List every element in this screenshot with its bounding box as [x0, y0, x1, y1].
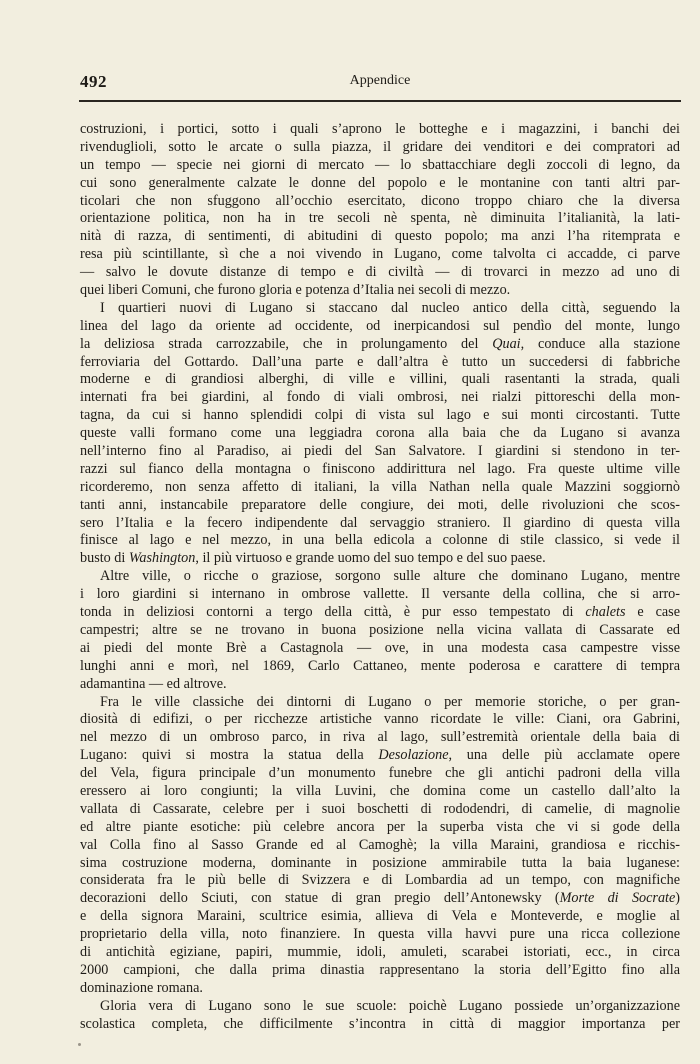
text-run: un tempo — specie nei giorni di mercato — lo sbattacchiare degli zoccoli di legno, da: [80, 156, 680, 173]
italic-term: chalets: [585, 604, 626, 621]
text-run: , conduce alla stazione: [520, 335, 680, 352]
text-run: costruzioni, i portici, sotto i quali s’aprono le botteghe e i magazzini, i banchi dei: [80, 121, 680, 137]
text-run: del Vela, figura principale d’un monumento funebre che gli antichi padroni della villa: [80, 765, 680, 782]
text-run: ticolari che non sfuggono all’occhio esercitato, dicono troppo chiaro che la diversa: [80, 192, 680, 209]
text-run: adamantina — ed altrove.: [80, 675, 227, 692]
text-line: [80, 139, 680, 157]
text-run: tagna, da cui si hanno splendidi colpi di vista sul lago e sui monti circostanti. Tutte: [80, 407, 680, 424]
text-line: [80, 479, 680, 497]
text-run: moderne e di grandiosi alberghi, di ville e villini, quali rasentanti la strada, quali: [80, 371, 680, 388]
text-line: [80, 336, 680, 354]
text-line: [80, 264, 680, 282]
text-run: , il più virtuoso e grande uomo del suo tempo e del suo paese.: [195, 550, 546, 567]
text-line: [80, 872, 680, 890]
text-run: ): [675, 890, 681, 907]
text-run: val Colla fino al Sasso Grande ed al Camoghè; la villa Maraini, grandiosa e ricchis-: [80, 836, 680, 853]
text-run: decorazioni dello Sciuti, con statue di gran pregio dell’Antonewsky (: [80, 890, 560, 907]
body-text: [80, 121, 680, 1033]
text-run: queste valli formano come una leggiadra corona alla baia che da Lugano si avanza: [80, 425, 680, 442]
text-line: [80, 175, 680, 193]
text-line: [80, 497, 680, 515]
page-number: 492: [80, 72, 107, 91]
text-run: tanti anni, instancabile preparatore delle congiure, dei moti, delle rivoluzioni che scos-: [80, 496, 680, 513]
header-rule: [79, 100, 681, 102]
text-run: Gloria vera di Lugano sono le sue scuole: poichè Lugano possiede un’organizzazione: [100, 997, 680, 1014]
text-run: finisce al lago e nel mezzo, in una bella edicola a colonne di stile classico, si vede il: [80, 532, 680, 549]
text-run: internati fra bei giardini, al fondo di viali ombrosi, nei rialzi pittoreschi della mon-: [80, 389, 680, 406]
text-line: [80, 908, 680, 926]
text-run: e della signora Maraini, scultrice esimia, allieva di Vela e Monteverde, e moglie al: [80, 908, 680, 925]
text-line: [80, 962, 680, 980]
running-head: Appendice: [349, 73, 411, 88]
text-line: [80, 711, 680, 729]
text-line: [80, 747, 680, 765]
text-run: quei liberi Comuni, che furono gloria e potenza d’Italia nei secoli di mezzo.: [80, 282, 511, 299]
text-line: [80, 300, 680, 318]
text-run: sima costruzione moderna, dominante in posizione ammirabile tutta la baia luganese:: [80, 854, 680, 871]
text-line: [80, 855, 680, 873]
text-run: sero l’Italia e la fecero indipendente dal servaggio straniero. Il giardino di questa villa: [80, 514, 680, 531]
text-line: [80, 819, 680, 837]
text-run: I quartieri nuovi di Lugano si staccano dal nucleo antico della città, seguendo la: [100, 299, 680, 316]
text-line: [80, 640, 680, 658]
text-line: [80, 729, 680, 747]
text-line: [80, 676, 680, 694]
text-line: [80, 515, 680, 533]
text-line: [80, 658, 680, 676]
text-run: nità di razza, di sentimenti, di abitudini di questo popolo; ma anzi l’ha ritemprata e: [80, 228, 680, 245]
italic-term: Washington: [128, 550, 196, 567]
text-line: [80, 694, 680, 712]
paragraph: [80, 998, 680, 1034]
text-line: [80, 783, 680, 801]
text-run: busto di: [80, 550, 129, 567]
text-run: e case: [625, 604, 680, 621]
text-run: ai piedi del monte Brè a Castagnola — ove, in una modesta casa campestre visse: [80, 639, 680, 656]
text-line: [80, 1016, 680, 1034]
paragraph: [80, 121, 680, 300]
text-line: [80, 586, 680, 604]
text-line: [80, 461, 680, 479]
text-run: Lugano: quivi si mostra la statua della: [80, 747, 379, 764]
text-run: di antichità egiziane, papiri, mummie, idoli, amuleti, scarabei istoriati, ecc., in circa: [80, 943, 680, 960]
text-line: [80, 765, 680, 783]
italic-term: Desolazione: [378, 747, 449, 764]
text-line: [80, 371, 680, 389]
text-run: 2000 campioni, che dalla prima dinastia rappresentano la storia dell’Egitto fino alla: [80, 961, 680, 978]
text-line: [80, 998, 680, 1016]
text-line: [80, 801, 680, 819]
text-line: [80, 210, 680, 228]
text-run: nel mezzo di un ombroso parco, in riva al lago, sull’estremità orientale della baia di: [80, 729, 680, 746]
text-run: lunghi anni e morì, nel 1869, Carlo Cattaneo, mente poderosa e carattere di tempra: [80, 657, 680, 674]
text-run: ed altre piante esotiche: più celebre ancora per la superba vista che vi si gode della: [80, 818, 680, 835]
text-run: nell’interno fino al Paradiso, ai piedi del San Salvatore. I giardini si stendono in ter-: [80, 443, 680, 460]
text-line: [80, 354, 680, 372]
text-run: ferroviaria del Gottardo. Dall’una parte e dall’altra è tutto un succedersi di fabbriche: [80, 353, 680, 370]
text-run: diosità di edifizi, o per ricchezze artistiche vanno ricordate le ville: Ciani, ora Gabrini,: [80, 711, 680, 728]
text-run: , una delle più acclamate opere: [448, 747, 680, 764]
text-line: [80, 890, 680, 908]
text-run: razzi sul fianco della montagna o finiscono addirittura nel lago. Fra queste ultime ville: [80, 460, 680, 477]
text-line: [80, 568, 680, 586]
paragraph: [80, 300, 680, 568]
text-line: [80, 318, 680, 336]
text-run: eressero ai loro congiunti; la villa Luvini, che domina come un castello dall’alto la: [80, 782, 680, 799]
text-run: dominazione romana.: [80, 979, 203, 996]
text-run: linea del lago da oriente ad occidente, od inerpicandosi sul pendìo del monte, lungo: [80, 317, 680, 334]
text-line: [80, 550, 680, 568]
text-line: [80, 926, 680, 944]
text-run: scolastica completa, che difficilmente s’incontra in città di maggior importanza per: [80, 1015, 680, 1032]
text-line: [80, 980, 680, 998]
text-run: considerata fra le più belle di Svizzera e di Lombardia ad un tempo, con magnifiche: [80, 872, 680, 889]
text-line: [80, 604, 680, 622]
text-line: [80, 246, 680, 264]
text-run: campestri; altre se ne trovano in buona posizione nella vicina vallata di Cassarate ed: [80, 621, 680, 638]
text-run: Fra le ville classiche dei dintorni di Lugano o per memorie storiche, o per gran-: [100, 693, 680, 710]
text-run: la deliziosa strada carrozzabile, che in prolungamento del: [80, 335, 493, 352]
text-run: tonda in deliziosi contorni a tergo della città, è pur esso tempestato di: [80, 604, 586, 621]
text-run: ricorderemo, non senza affetto di italiani, la villa Nathan nella quale Mazzini soggiornò: [80, 478, 680, 495]
text-line: [80, 193, 680, 211]
text-run: vallata di Cassarate, celebre per i suoi boschetti di rododendri, di camelie, di magnolie: [80, 800, 680, 817]
italic-term: Morte di Socrate: [559, 890, 676, 907]
text-line: [80, 944, 680, 962]
text-run: — salvo le dovute distanze di tempo e di civiltà — di trovarci in mezzo ad uno di: [80, 264, 680, 281]
text-line: [80, 407, 680, 425]
paragraph: [80, 568, 680, 693]
text-run: rivenduglioli, sotto le arcate o sulla piazza, il gridare dei venditori e dei compratori ad: [80, 138, 680, 155]
text-line: [80, 837, 680, 855]
text-run: orientazione politica, non ha in tre secoli nè spenta, nè diminuita l’italianità, la lati-: [80, 210, 680, 227]
text-line: [80, 532, 680, 550]
italic-term: Quai: [492, 335, 521, 352]
text-line: [80, 443, 680, 461]
text-line: [80, 121, 680, 139]
text-line: [80, 622, 680, 640]
text-line: [80, 425, 680, 443]
paragraph: [80, 694, 680, 998]
page-speck: [78, 1043, 81, 1046]
text-line: [80, 228, 680, 246]
text-run: i loro giardini si internano in ombrose vallette. Il versante della collina, che si arro-: [80, 586, 680, 603]
text-line: [80, 282, 680, 300]
text-run: Altre ville, o ricche o graziose, sorgono sulle alture che dominano Lugano, mentre: [100, 568, 680, 585]
text-line: [80, 389, 680, 407]
text-run: cui sono generalmente calzate le donne del popolo e le montanine con tanti altri par-: [80, 174, 680, 191]
text-line: [80, 157, 680, 175]
text-run: proprietario della villa, noto finanziere. In questa villa havvi pure una ricca collezione: [80, 926, 680, 943]
text-run: resa più scintillante, sì che a noi vivendo in Lugano, come talvolta ci accadde, ci parve: [80, 246, 680, 263]
